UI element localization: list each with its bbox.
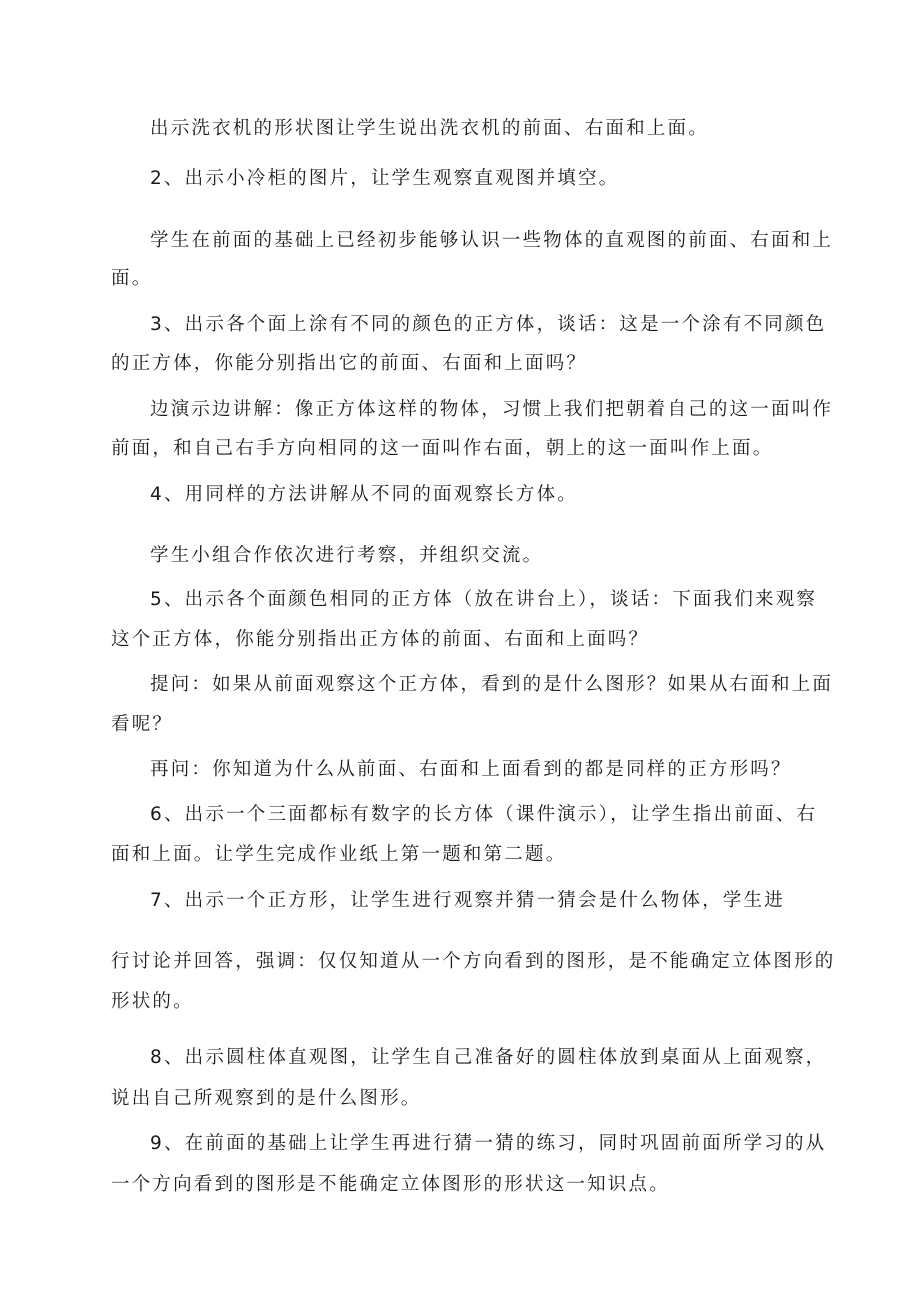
text-line: 9、在前面的基础上让学生再进行猜一猜的练习，同时巩固前面所学习的从 (150, 1133, 827, 1154)
text-line: 看呢？ (111, 714, 174, 735)
text-line: 边演示边讲解：像正方体这样的物体，习惯上我们把朝着自己的这一面叫作 (150, 399, 834, 420)
text-line: 学生小组合作依次进行考察，并组织交流。 (150, 545, 544, 566)
text-line: 5、出示各个面颜色相同的正方体（放在讲台上），谈话：下面我们来观察 (150, 589, 818, 610)
text-line: 这个正方体，你能分别指出正方体的前面、右面和上面吗？ (111, 629, 650, 650)
text-line: 一个方向看到的图形是不能确定立体图形的形状这一知识点。 (111, 1174, 670, 1195)
text-line: 再问：你知道为什么从前面、右面和上面看到的都是同样的正方形吗？ (150, 759, 792, 780)
text-line: 前面，和自己右手方向相同的这一面叫作右面，朝上的这一面叫作上面。 (111, 438, 774, 459)
text-line: 出示洗衣机的形状图让学生说出洗衣机的前面、右面和上面。 (150, 118, 709, 139)
text-line: 行讨论并回答，强调：仅仅知道从一个方向看到的图形，是不能确定立体图形的 (111, 951, 836, 972)
text-line: 学生在前面的基础上已经初步能够认识一些物体的直观图的前面、右面和上 (150, 230, 834, 251)
text-line: 面和上面。让学生完成作业纸上第一题和第二题。 (111, 844, 567, 865)
text-line: 4、用同样的方法讲解从不同的面观察长方体。 (150, 484, 578, 505)
text-line: 2、出示小冷柜的图片，让学生观察直观图并填空。 (150, 168, 620, 189)
text-line: 形状的。 (111, 991, 194, 1012)
text-line: 的正方体，你能分别指出它的前面、右面和上面吗？ (111, 353, 588, 374)
text-line: 8、出示圆柱体直观图，让学生自己准备好的圆柱体放到桌面从上面观察， (150, 1047, 827, 1068)
text-line: 7、出示一个正方形，让学生进行观察并猜一猜会是什么物体，学生进 (150, 890, 785, 911)
text-line: 说出自己所观察到的是什么图形。 (111, 1088, 422, 1109)
text-line: 提问：如果从前面观察这个正方体，看到的是什么图形？如果从右面和上面 (150, 674, 834, 695)
text-line: 3、出示各个面上涂有不同的颜色的正方体，谈话：这是一个涂有不同颜色 (150, 314, 827, 335)
text-line: 面。 (111, 268, 153, 289)
text-line: 6、出示一个三面都标有数字的长方体（课件演示），让学生指出前面、右 (150, 804, 818, 825)
